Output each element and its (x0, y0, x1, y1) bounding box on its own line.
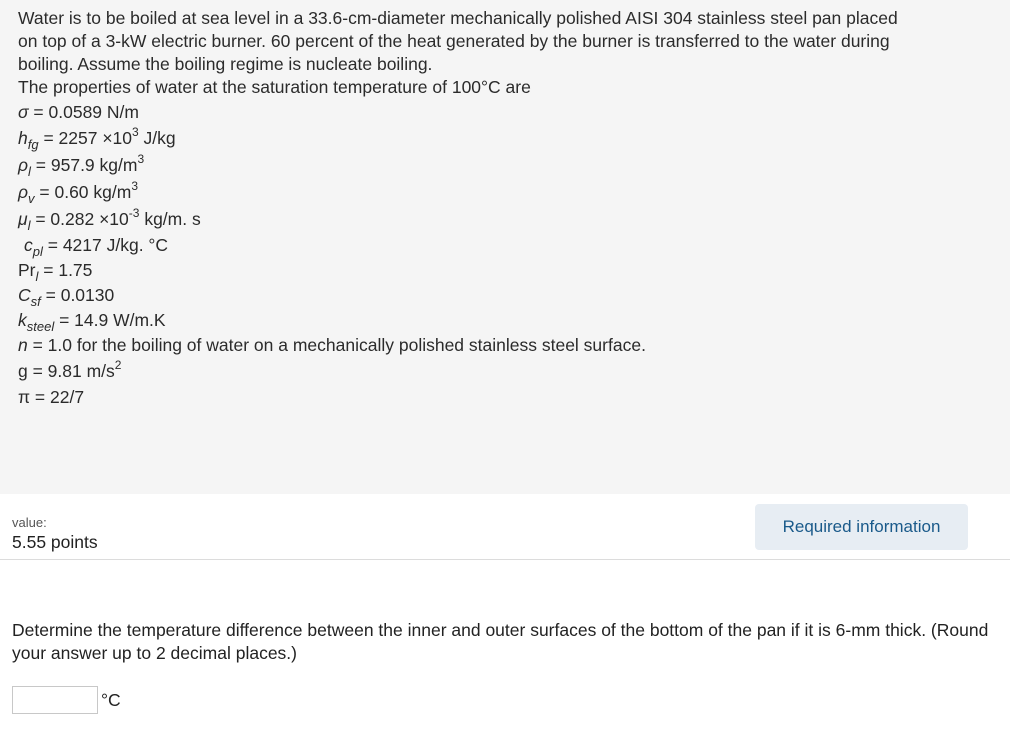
property-pi: π = 22/7 (18, 387, 85, 407)
property-k-steel: $k_{steel} = 14.9$ W/m.K (18, 310, 166, 334)
intro-line: on top of a 3-kW electric burner. 60 percent of the heat generated by the burner is transferred to the water during (18, 31, 890, 51)
property-rho-vapor: $\rho_v = 0.60$ $kg/m^3$ (18, 179, 139, 206)
property-g: g = 9.81 $m/s^2$ (18, 358, 122, 381)
property-csf: $C_{sf} = 0.0130$ (18, 285, 115, 309)
score-bar (0, 494, 1010, 560)
property-prandtl: $Pr_l = 1.75$ (18, 260, 93, 284)
intro-line: Water is to be boiled at sea level in a 33.6-cm-diameter mechanically polished AISI 304 stainless steel pan placed (18, 8, 898, 28)
question-text: Determine the temperature difference between the inner and outer surfaces of the bottom of the pan if it is 6-mm thick. (Round your answer up to 2 decimal places.) (12, 620, 989, 663)
properties-heading: The properties of water at the saturation temperature of 100°C are (18, 77, 531, 97)
unit-label: °C (101, 690, 121, 710)
answer-input[interactable] (12, 686, 98, 714)
value-label: value: (12, 515, 47, 530)
property-cpl: $c_{pl} = 4217$ J/kg. °C (24, 235, 169, 259)
property-mu-liquid: $\mu_l = 0.282 \times 10^{-3}$ kg/m. s (18, 206, 201, 233)
intro-line: boiling. Assume the boiling regime is nucleate boiling. (18, 54, 433, 74)
property-n: n = 1.0 for the boiling of water on a mechanically polished stainless steel surface. (18, 335, 646, 355)
properties-list (18, 100, 1010, 410)
property-rho-liquid: $\rho_l = 957.9$ $kg/m^3$ (18, 152, 145, 179)
points-value: 5.55 points (12, 532, 98, 552)
property-hfg: $h_{fg} = 2257 \times 10^3$ J/kg (18, 125, 176, 152)
required-information-button[interactable]: Required information (755, 504, 968, 550)
property-sigma: σ = 0.0589 N/m (18, 102, 139, 122)
